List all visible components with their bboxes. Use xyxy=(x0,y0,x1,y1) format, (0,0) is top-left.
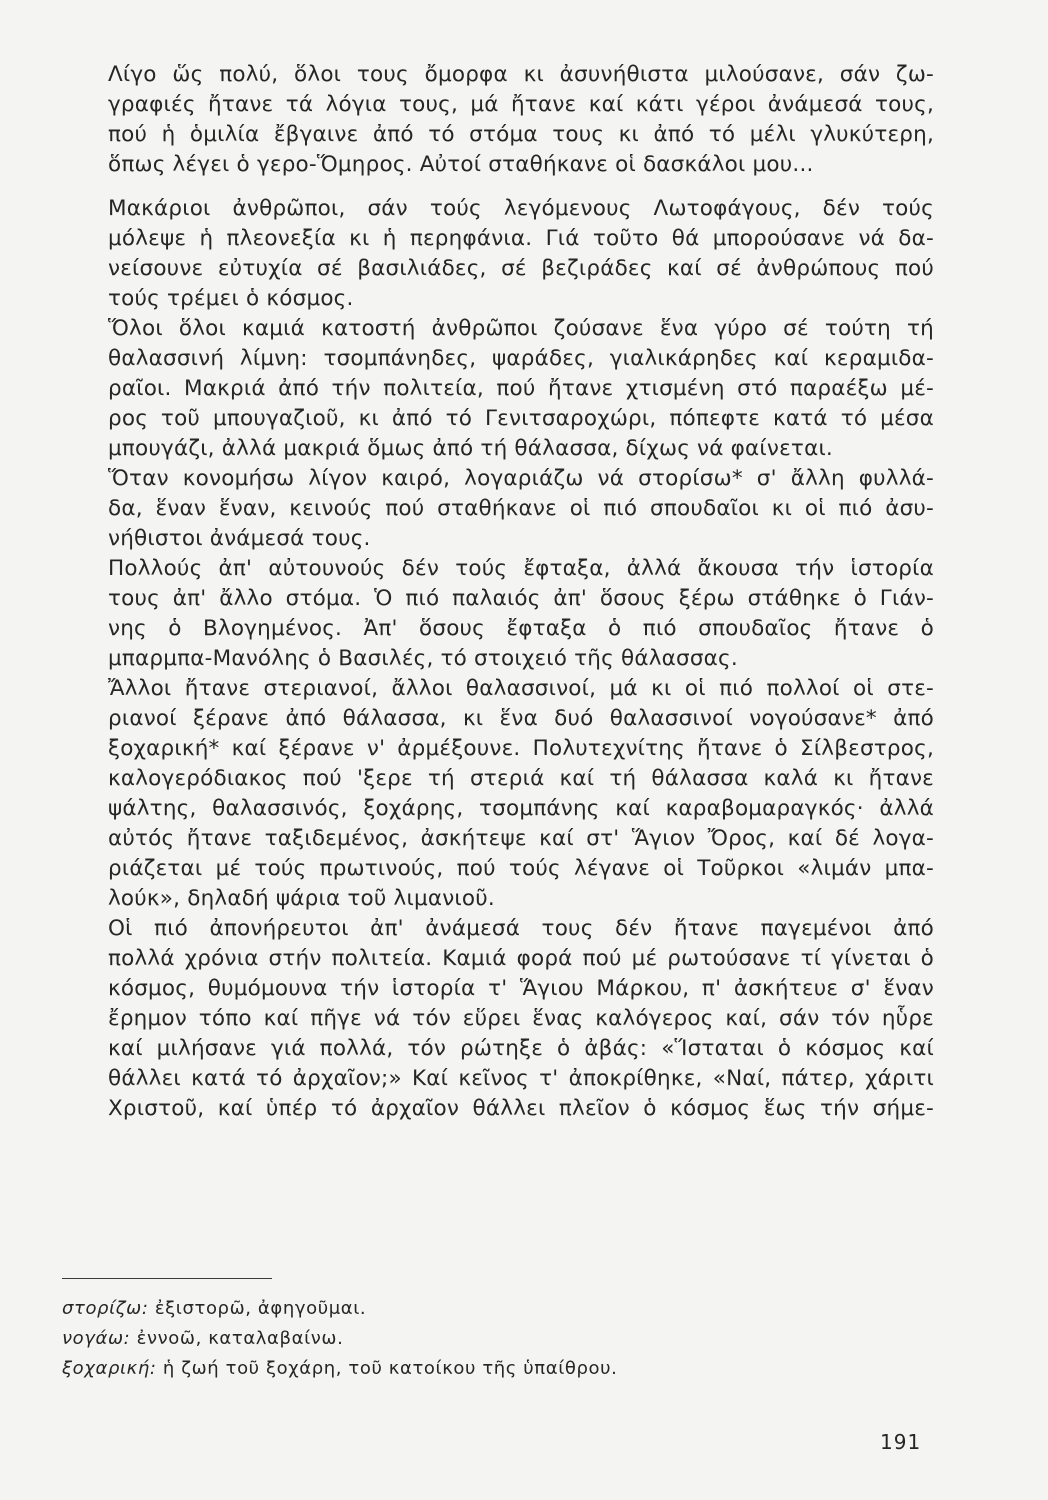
body-text xyxy=(108,60,934,1124)
text-line: Μακάριοι ἀνθρῶποι, σάν τούς λεγόμενους Λωτοφάγους, δέν τούς xyxy=(108,196,934,221)
paragraph-1 xyxy=(108,60,934,180)
text-line: ρος τοῦ μπουγαζιοῦ, κι ἀπό τό Γενιτσαροχώρι, πόπεφτε κατά τό μέσα xyxy=(108,406,934,431)
text-line: γραφιές ἤτανε τά λόγια τους, μά ἤτανε καί κάτι γέροι ἀνάμεσά τους, xyxy=(108,92,934,117)
text-line: ριανοί ξέρανε ἀπό θάλασσα, κι ἕνα δυό θαλασσινοί νογούσανε* ἀπό xyxy=(108,706,934,731)
footnote-item xyxy=(62,1354,762,1384)
text-line: καλογερόδιακος πού 'ξερε τή στεριά καί τή θάλασσα καλά κι ἤτανε xyxy=(108,766,934,791)
text-line: μπαρμπα-Μανόλης ὁ Βασιλές, τό στοιχειό τῆς θάλασσας. xyxy=(108,646,738,671)
footnote-definition: ἡ ζωή τοῦ ξοχάρη, τοῦ κατοίκου τῆς ὑπαίθρου. xyxy=(162,1358,618,1379)
page-number: 191 xyxy=(880,1430,922,1454)
paragraph-5 xyxy=(108,554,934,674)
text-line: μπουγάζι, ἀλλά μακριά ὅμως ἀπό τή θάλασσα, δίχως νά φαίνεται. xyxy=(108,436,833,461)
footnote-divider xyxy=(62,1278,272,1279)
footnote-term: ξοχαρική: xyxy=(62,1358,157,1379)
paragraph-6 xyxy=(108,674,934,914)
footnote-term: νογάω: xyxy=(62,1328,131,1349)
text-line: τούς τρέμει ὁ κόσμος. xyxy=(108,286,354,311)
text-line: ἔρημον τόπο καί πῆγε νά τόν εὕρει ἕνας καλόγερος καί, σάν τόν ηὗρε xyxy=(108,1006,934,1031)
text-line: κόσμος, θυμόμουνα τήν ἱστορία τ' Ἅγιου Μάρκου, π' ἀσκήτευε σ' ἕναν xyxy=(108,976,934,1001)
text-line: νείσουνε εὐτυχία σέ βασιλιάδες, σέ βεζιράδες καί σέ ἀνθρώπους πού xyxy=(108,256,934,281)
paragraph-2 xyxy=(108,194,934,314)
text-line: νήθιστοι ἀνάμεσά τους. xyxy=(108,526,371,551)
text-line: ριάζεται μέ τούς πρωτινούς, πού τούς λέγανε οἱ Τοῦρκοι «λιμάν μπα- xyxy=(108,856,934,881)
text-line: δα, ἕναν ἕναν, κεινούς πού σταθήκανε οἱ πιό σπουδαῖοι κι οἱ πιό ἀσυ- xyxy=(108,496,934,521)
text-line: πού ἡ ὁμιλία ἔβγαινε ἀπό τό στόμα τους κι ἀπό τό μέλι γλυκύτερη, xyxy=(108,122,934,147)
text-line: τους ἀπ' ἄλλο στόμα. Ὁ πιό παλαιός ἀπ' ὅσους ξέρω στάθηκε ὁ Γιάν- xyxy=(108,586,934,611)
text-line: ὅπως λέγει ὁ γερο-Ὅμηρος. Αὐτοί σταθήκανε οἱ δασκάλοι μου... xyxy=(108,152,814,177)
footnote-term: στορίζω: xyxy=(62,1298,149,1319)
footnote-definition: ἐννοῶ, καταλαβαίνω. xyxy=(136,1328,344,1349)
paragraph-3 xyxy=(108,314,934,464)
footnotes xyxy=(62,1294,762,1384)
text-line: καί μιλήσανε γιά πολλά, τόν ρώτηξε ὁ ἀβάς: «Ἵσταται ὁ κόσμος καί xyxy=(108,1036,934,1061)
footnote-item xyxy=(62,1294,762,1324)
text-line: Ὅλοι ὅλοι καμιά κατοστή ἀνθρῶποι ζούσανε ἕνα γύρο σέ τούτη τή xyxy=(108,316,934,341)
paragraph-7 xyxy=(108,914,934,1124)
text-line: Χριστοῦ, καί ὑπέρ τό ἀρχαῖον θάλλει πλεῖον ὁ κόσμος ἕως τήν σήμε- xyxy=(108,1096,934,1121)
footnote-definition: ἐξιστορῶ, ἀφηγοῦμαι. xyxy=(154,1298,367,1319)
text-line: αὐτός ἤτανε ταξιδεμένος, ἀσκήτεψε καί στ' Ἅγιον Ὄρος, καί δέ λογα- xyxy=(108,826,934,851)
text-line: μόλεψε ἡ πλεονεξία κι ἡ περηφάνια. Γιά τοῦτο θά μπορούσανε νά δα- xyxy=(108,226,934,251)
text-line: λούκ», δηλαδή ψάρια τοῦ λιμανιοῦ. xyxy=(108,886,495,911)
text-line: νης ὁ Βλογημένος. Ἀπ' ὅσους ἔφταξα ὁ πιό σπουδαῖος ἤτανε ὁ xyxy=(108,616,934,641)
text-line: ψάλτης, θαλασσινός, ξοχάρης, τσομπάνης καί καραβομαραγκός· ἀλλά xyxy=(108,796,934,821)
text-line: Ἄλλοι ἤτανε στεριανοί, ἄλλοι θαλασσινοί, μά κι οἱ πιό πολλοί οἱ στε- xyxy=(108,676,934,701)
text-line: Λίγο ὥς πολύ, ὅλοι τους ὄμορφα κι ἀσυνήθιστα μιλούσανε, σάν ζω- xyxy=(108,62,934,87)
text-line: πολλά χρόνια στήν πολιτεία. Καμιά φορά πού μέ ρωτούσανε τί γίνεται ὁ xyxy=(108,946,934,971)
paragraph-4 xyxy=(108,464,934,554)
text-line: Πολλούς ἀπ' αὐτουνούς δέν τούς ἔφταξα, ἀλλά ἄκουσα τήν ἱστορία xyxy=(108,556,934,581)
text-line: θάλλει κατά τό ἀρχαῖον;» Καί κεῖνος τ' ἀποκρίθηκε, «Ναί, πάτερ, χάριτι xyxy=(108,1066,934,1091)
footnote-item xyxy=(62,1324,762,1354)
text-line: ξοχαρική* καί ξέρανε ν' ἀρμέξουνε. Πολυτεχνίτης ἤτανε ὁ Σίλβεστρος, xyxy=(108,736,934,761)
text-line: θαλασσινή λίμνη: τσομπάνηδες, ψαράδες, γιαλικάρηδες καί κεραμιδα- xyxy=(108,346,934,371)
text-line: Οἱ πιό ἀπονήρευτοι ἀπ' ἀνάμεσά τους δέν ἤτανε παγεμένοι ἀπό xyxy=(108,916,934,941)
text-line: ραῖοι. Μακριά ἀπό τήν πολιτεία, πού ἤτανε χτισμένη στό παραέξω μέ- xyxy=(108,376,934,401)
text-line: Ὅταν κονομήσω λίγον καιρό, λογαριάζω νά στορίσω* σ' ἄλλη φυλλά- xyxy=(108,466,934,491)
